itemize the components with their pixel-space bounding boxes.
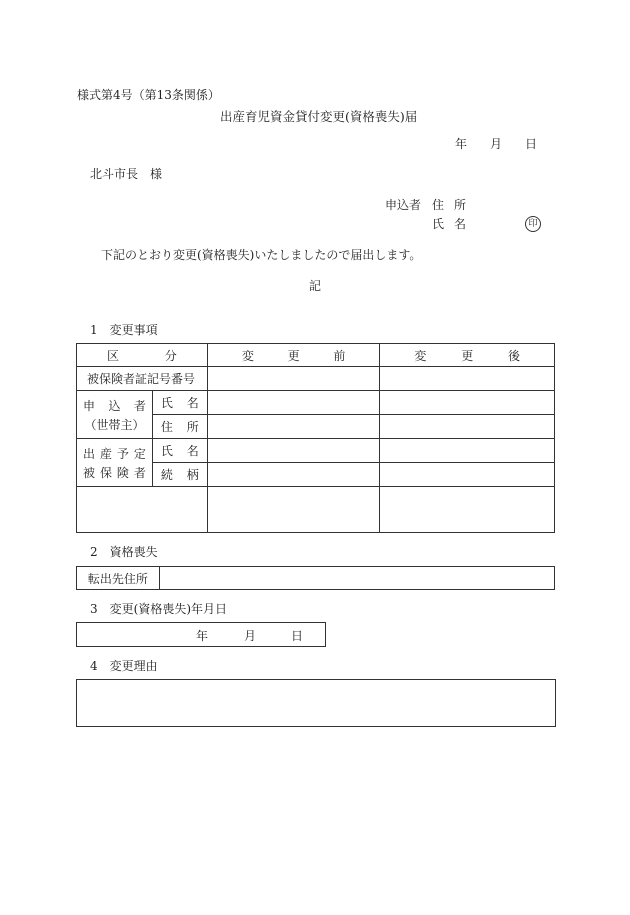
addressee: 北斗市長 様	[90, 167, 163, 181]
applicant-label: 申込者	[385, 198, 422, 212]
seal-icon: 印	[525, 216, 541, 232]
moveout-table	[76, 566, 555, 590]
date-year: 年	[455, 137, 468, 151]
seal-mark	[525, 215, 541, 232]
expected-relation-before-cell[interactable]	[207, 463, 380, 487]
date-day: 日	[524, 137, 537, 151]
header-after: 変 更 後	[380, 344, 555, 367]
insured-number-after-cell[interactable]	[380, 367, 555, 391]
header-before: 変 更 前	[207, 344, 380, 367]
ki-label: 記	[309, 279, 322, 293]
insured-number-label: 被保険者証記号番号	[77, 367, 208, 391]
expected-name-before-cell[interactable]	[207, 439, 380, 463]
change-reason-box[interactable]	[76, 679, 556, 727]
moveout-address-cell[interactable]	[159, 567, 554, 590]
applicant-name-after-cell[interactable]	[380, 391, 555, 415]
applicant-address-before-cell[interactable]	[207, 415, 380, 439]
section2-heading: 2 資格喪失	[90, 545, 158, 559]
date-line	[455, 135, 537, 152]
change-date-box[interactable]	[76, 622, 326, 647]
change-date-day: 日	[291, 629, 304, 643]
applicant-name-label: 氏 名	[152, 391, 207, 415]
extra-category-cell[interactable]	[77, 487, 208, 533]
section1-heading: 1 変更事項	[90, 323, 158, 337]
extra-before-cell[interactable]	[207, 487, 380, 533]
section4-heading: 4 変更理由	[90, 659, 158, 673]
form-number: 様式第4号（第13条関係）	[77, 88, 220, 102]
name-char-1: 氏	[432, 217, 445, 231]
name-char-2: 名	[453, 217, 466, 231]
applicant-address-label: 住 所	[152, 415, 207, 439]
applicant-name-before-cell[interactable]	[207, 391, 380, 415]
change-date-month: 月	[244, 629, 257, 643]
date-month: 月	[489, 137, 502, 151]
address-char-1: 住	[432, 198, 445, 212]
name-label	[432, 215, 466, 232]
expected-name-after-cell[interactable]	[380, 439, 555, 463]
form-title: 出産育児資金貸付変更(資格喪失)届	[220, 109, 418, 124]
header-category: 区 分	[77, 344, 208, 367]
moveout-address-label: 転出先住所	[77, 567, 160, 590]
expected-insured-group-label: 出 産 予 定 被 保 険 者	[77, 439, 153, 487]
change-table	[76, 343, 555, 533]
address-label	[432, 196, 466, 213]
change-date-year: 年	[196, 629, 209, 643]
section3-heading: 3 変更(資格喪失)年月日	[90, 602, 227, 616]
applicant-address-after-cell[interactable]	[380, 415, 555, 439]
expected-relation-label: 続 柄	[152, 463, 207, 487]
extra-after-cell[interactable]	[380, 487, 555, 533]
expected-name-label: 氏 名	[152, 439, 207, 463]
insured-number-before-cell[interactable]	[207, 367, 380, 391]
expected-relation-after-cell[interactable]	[380, 463, 555, 487]
address-char-2: 所	[453, 198, 466, 212]
intro-text: 下記のとおり変更(資格喪失)いたしましたので届出します。	[101, 248, 422, 262]
applicant-group-label: 申 込 者 （世帯主）	[77, 391, 153, 439]
